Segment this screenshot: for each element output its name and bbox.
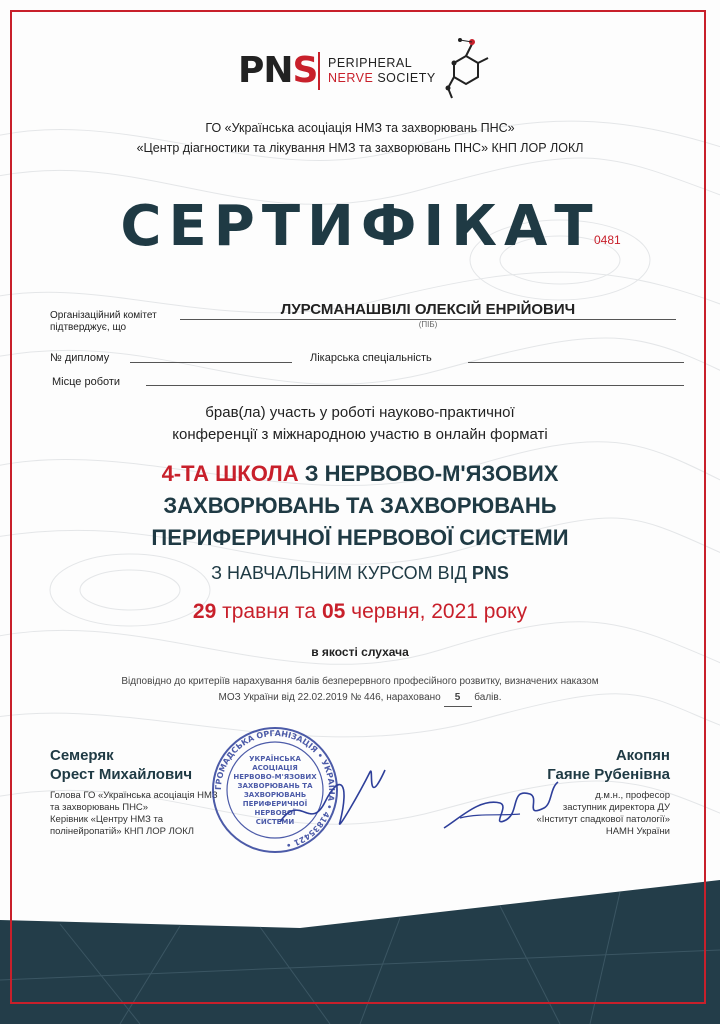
logo-divider <box>318 52 320 90</box>
event-dates: 29 травня та 05 червня, 2021 року <box>192 600 528 623</box>
svg-text:ЗАХВОРЮВАНЬ: ЗАХВОРЮВАНЬ <box>243 791 307 799</box>
signatory-right-surname: Акопян <box>615 747 670 764</box>
specialty-label: Лікарська спеціальність <box>310 352 432 364</box>
diploma-label: № диплому <box>50 352 110 364</box>
participant-capacity: в якості слухача <box>311 645 409 659</box>
organizer-line: ГО «Українська асоціація НМЗ та захворювань ПНС» <box>205 121 515 135</box>
signatory-right-position: д.м.н., професор заступник директора ДУ «Інститут спадкової патології» НАМН України <box>536 790 670 837</box>
organizers <box>0 118 720 158</box>
svg-text:НЕРВОВО-М'ЯЗОВИХ: НЕРВОВО-М'ЯЗОВИХ <box>233 773 317 781</box>
molecule-icon <box>438 34 494 106</box>
svg-text:УКРАЇНСЬКА: УКРАЇНСЬКА <box>249 755 301 763</box>
dark-bottom-band <box>0 880 720 1024</box>
svg-text:СИСТЕМИ: СИСТЕМИ <box>255 818 295 826</box>
organizer-line: «Центр діагностики та лікування НМЗ та захворювань ПНС» КНП ЛОР ЛОКЛ <box>136 141 584 155</box>
workplace-label: Місце роботи <box>52 376 121 388</box>
cpd-points: 5 <box>444 690 472 707</box>
signatory-left-position: Голова ГО «Українська асоціація НМЗ та захворювань ПНС» Керівник «Центру НМЗ та полінейропатій» КНП ЛОР ЛОКЛ <box>50 790 218 837</box>
right-signature <box>440 758 560 838</box>
svg-text:АСОЦІАЦІЯ: АСОЦІАЦІЯ <box>252 764 298 772</box>
diploma-field <box>130 362 292 363</box>
committee-label: Організаційний комітет підтверджує, що <box>50 310 157 333</box>
left-signature <box>270 752 390 842</box>
svg-text:ПЕРИФЕРИЧНОЇ: ПЕРИФЕРИЧНОЇ <box>242 800 308 808</box>
certificate-title: СЕРТИФІКАТ <box>120 194 600 259</box>
signatory-left-given: Орест Михайлович <box>50 766 193 783</box>
signatory-right-given: Гаяне Рубенівна <box>547 766 670 783</box>
svg-text:НЕРВОВОЇ: НЕРВОВОЇ <box>254 809 296 817</box>
signatory-left-surname: Семеряк <box>50 747 114 764</box>
specialty-field <box>468 362 684 363</box>
participant-name: ЛУРСМАНАШВІЛІ ОЛЕКСІЙ ЕНРІЙОВИЧ <box>280 301 576 318</box>
pns-logo-mark: PNS <box>238 50 318 91</box>
event-title: 4-ТА ШКОЛА З НЕРВОВО-М'ЯЗОВИХ ЗАХВОРЮВАНЬ ТА ЗАХВОРЮВАНЬ ПЕРИФЕРИЧНОЇ НЕРВОВОЇ СИСТЕМИ <box>151 461 569 550</box>
workplace-field <box>146 385 684 386</box>
svg-text:ГРОМАДСЬКА ОРГАНІЗАЦІЯ • УКРАЇ: ГРОМАДСЬКА ОРГАНІЗАЦІЯ • УКРАЇНА • 41835421 • <box>213 728 337 850</box>
cpd-criteria: Відповідно до критеріїв нарахування балів безперервного професійного розвитку, визначених наказом МОЗ України від 22.02.2019 № 446, нараховано 5 балів. <box>0 674 720 707</box>
name-hint: (ПІБ) <box>418 320 438 329</box>
course-line: З НАВЧАЛЬНИМ КУРСОМ ВІД PNS <box>211 563 509 583</box>
svg-text:ЗАХВОРЮВАНЬ ТА: ЗАХВОРЮВАНЬ ТА <box>237 782 313 790</box>
participation-text: брав(ла) участь у роботі науково-практичної конференції з міжнародною участю в онлайн форматі <box>172 404 548 443</box>
logo-text: PERIPHERAL NERVE SOCIETY <box>328 56 436 85</box>
certificate-number: 0481 <box>594 233 621 247</box>
